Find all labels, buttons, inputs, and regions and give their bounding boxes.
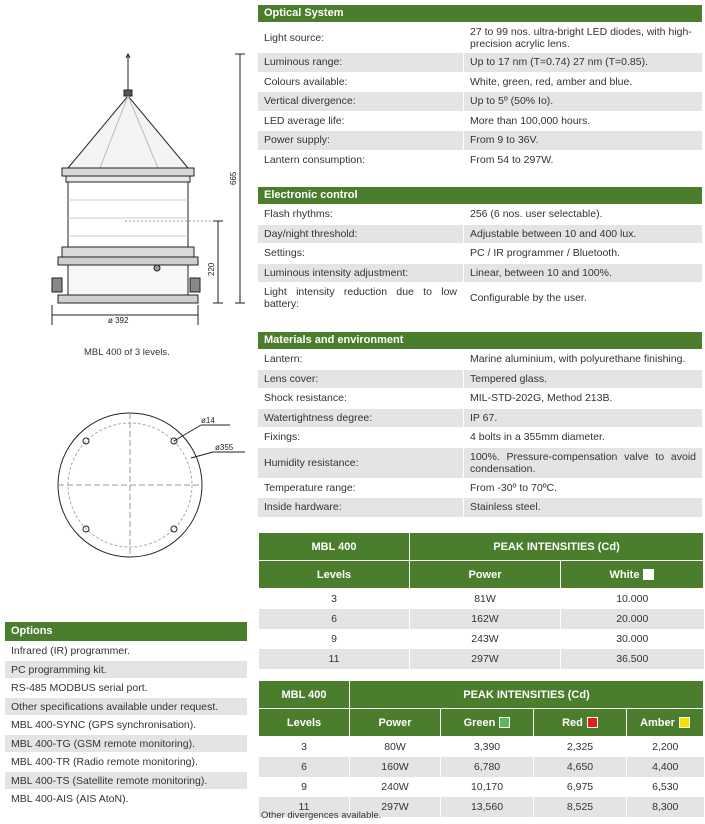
table-row (259, 757, 704, 777)
red-header-label: Red (562, 716, 583, 729)
cell-levels: 11 (259, 649, 410, 669)
cell-green: 3,390 (441, 737, 534, 758)
spec-value: 100%. Pressure-compensation valve to avoid condensation. (463, 448, 702, 478)
cell-white: 30.000 (561, 629, 704, 649)
spec-label: Luminous intensity adjustment: (264, 266, 409, 279)
cell-power: 81W (410, 589, 561, 610)
levels-header: Levels (259, 709, 350, 737)
spec-value: 4 bolts in a 355mm diameter. (463, 428, 702, 447)
spec-value: IP 67. (463, 409, 702, 428)
white-swatch-icon (643, 569, 654, 580)
cell-amber: 4,400 (627, 757, 704, 777)
option-item: MBL 400-AIS (AIS AtoN). (5, 789, 247, 808)
hole-dimension-label: ø14 (201, 416, 215, 425)
color-intensity-table (258, 680, 704, 817)
side-view-drawing (40, 40, 255, 330)
green-header-label: Green (463, 716, 496, 729)
spec-label: Day/night threshold: (264, 227, 358, 240)
spec-value: White, green, red, amber and blue. (463, 73, 702, 92)
spec-value: 256 (6 nos. user selectable). (463, 205, 702, 224)
section-title: Materials and environment (258, 332, 702, 349)
levels-header: Levels (259, 561, 410, 589)
cell-power: 297W (350, 797, 441, 817)
white-intensity-table (258, 532, 704, 669)
green-header (441, 709, 534, 737)
spec-label: Humidity resistance: (264, 456, 359, 469)
spec-label: Power supply: (264, 134, 330, 147)
spec-label: Lens cover: (264, 372, 319, 385)
spec-label: Shock resistance: (264, 392, 347, 405)
red-header (534, 709, 627, 737)
spec-value: Tempered glass. (463, 370, 702, 389)
option-item: MBL 400-TG (GSM remote monitoring). (5, 734, 247, 753)
spec-label: Lantern consumption: (264, 153, 365, 166)
spec-label: Flash rhythms: (264, 208, 333, 221)
spec-value: From 54 to 297W. (463, 151, 702, 170)
cell-red: 2,325 (534, 737, 627, 758)
table-row (259, 629, 704, 649)
model-header: MBL 400 (259, 533, 410, 561)
cell-levels: 3 (259, 737, 350, 758)
white-header (561, 561, 704, 589)
spec-label: Lantern: (264, 353, 303, 366)
cell-green: 6,780 (441, 757, 534, 777)
spec-value: Marine aluminium, with polyurethane finishing. (463, 350, 702, 369)
table-row (259, 609, 704, 629)
section-title: Options (5, 622, 247, 641)
cell-power: 240W (350, 777, 441, 797)
cell-power: 162W (410, 609, 561, 629)
cell-levels: 3 (259, 589, 410, 610)
table-row (259, 589, 704, 610)
table-row (259, 737, 704, 758)
base-dimension-label: 220 (207, 262, 216, 276)
drawing-caption: MBL 400 of 3 levels. (84, 347, 170, 358)
electronic-control-section (258, 187, 702, 313)
spec-value: MIL-STD-202G, Method 213B. (463, 389, 702, 408)
cell-levels: 6 (259, 609, 410, 629)
option-item: MBL 400-SYNC (GPS synchronisation). (5, 715, 247, 734)
divergences-footnote: Other divergences available. (261, 810, 382, 821)
amber-swatch-icon (679, 717, 690, 728)
cell-green: 10,170 (441, 777, 534, 797)
option-item: RS-485 MODBUS serial port. (5, 678, 247, 697)
red-swatch-icon (587, 717, 598, 728)
cell-white: 36.500 (561, 649, 704, 669)
cell-amber: 6,530 (627, 777, 704, 797)
peak-intensities-header: PEAK INTENSITIES (Cd) (350, 681, 704, 709)
cell-levels: 11 (259, 797, 350, 817)
section-title: Optical System (258, 5, 702, 22)
spec-label: Light source: (264, 31, 325, 44)
cell-white: 10.000 (561, 589, 704, 610)
spec-label: Light intensity reduction due to low battery: (264, 286, 457, 310)
materials-environment-section (258, 332, 702, 517)
spec-value: Adjustable between 10 and 400 lux. (463, 225, 702, 244)
spec-label: Vertical divergence: (264, 95, 356, 108)
spec-label: LED average life: (264, 114, 345, 127)
cell-white: 20.000 (561, 609, 704, 629)
spec-value: From -30º to 70ºC. (463, 479, 702, 498)
spec-value: Linear, between 10 and 100%. (463, 264, 702, 283)
option-item: PC programming kit. (5, 660, 247, 679)
spec-value: PC / IR programmer / Bluetooth. (463, 244, 702, 263)
cell-levels: 6 (259, 757, 350, 777)
spec-value: More than 100,000 hours. (463, 112, 702, 131)
section-title: Electronic control (258, 187, 702, 204)
spec-value: Up to 17 nm (T=0.74) 27 nm (T=0.85). (463, 53, 702, 72)
table-row (259, 649, 704, 669)
options-section (5, 622, 247, 808)
model-header: MBL 400 (259, 681, 350, 709)
optical-system-section (258, 5, 702, 169)
table-row (259, 777, 704, 797)
cell-power: 243W (410, 629, 561, 649)
cell-levels: 9 (259, 777, 350, 797)
cell-red: 8,525 (534, 797, 627, 817)
green-swatch-icon (499, 717, 510, 728)
white-header-label: White (609, 568, 640, 581)
spec-label: Inside hardware: (264, 501, 342, 514)
cell-levels: 9 (259, 629, 410, 649)
peak-intensities-header: PEAK INTENSITIES (Cd) (410, 533, 704, 561)
cell-power: 297W (410, 649, 561, 669)
spec-value: From 9 to 36V. (463, 131, 702, 150)
option-item: Infrared (IR) programmer. (5, 641, 247, 660)
spec-label: Fixings: (264, 431, 301, 444)
spec-label: Temperature range: (264, 481, 356, 494)
cell-green: 13,560 (441, 797, 534, 817)
spec-label: Colours available: (264, 75, 348, 88)
amber-header-label: Amber (640, 716, 675, 729)
option-item: MBL 400-TS (Satellite remote monitoring). (5, 771, 247, 790)
option-item: Other specifications available under request. (5, 697, 247, 716)
cell-red: 4,650 (534, 757, 627, 777)
power-header: Power (410, 561, 561, 589)
spec-label: Luminous range: (264, 56, 343, 69)
spec-label: Watertightness degree: (264, 411, 373, 424)
height-dimension-label: 665 (229, 171, 238, 185)
cell-power: 160W (350, 757, 441, 777)
cell-red: 6,975 (534, 777, 627, 797)
spec-value: Up to 5º (50% Io). (463, 92, 702, 111)
cell-amber: 8,300 (627, 797, 704, 817)
power-header: Power (350, 709, 441, 737)
spec-label: Settings: (264, 247, 305, 260)
top-view-drawing (55, 400, 250, 575)
option-item: MBL 400-TR (Radio remote monitoring). (5, 752, 247, 771)
spec-value: Stainless steel. (463, 498, 702, 517)
spec-value: Configurable by the user. (463, 283, 702, 313)
spec-value: 27 to 99 nos. ultra-bright LED diodes, with high-precision acrylic lens. (463, 23, 702, 52)
cell-amber: 2,200 (627, 737, 704, 758)
amber-header (627, 709, 704, 737)
diameter-dimension-label: ø 392 (108, 316, 129, 325)
bolt-circle-dimension-label: ø355 (215, 443, 234, 452)
cell-power: 80W (350, 737, 441, 758)
